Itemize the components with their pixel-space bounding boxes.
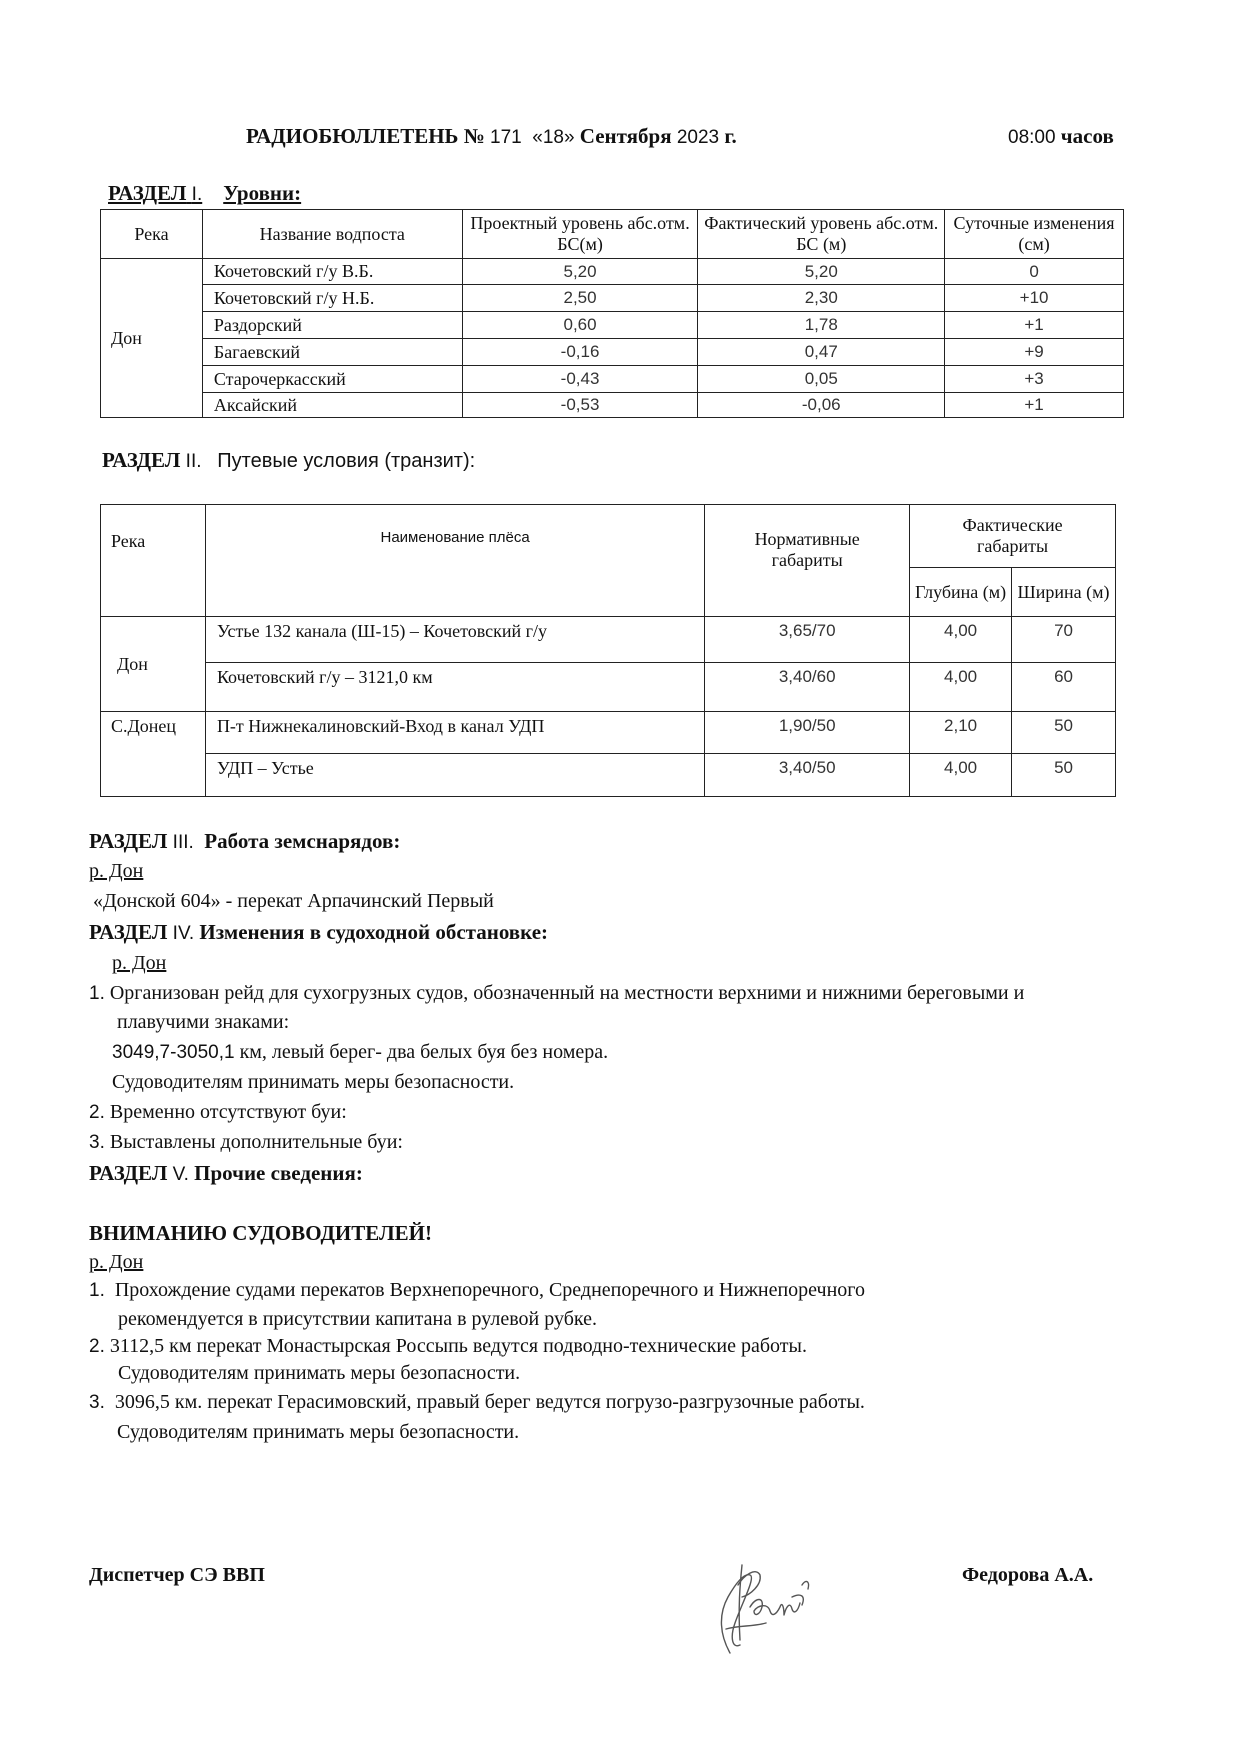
levels-header-row <box>101 210 1124 259</box>
depth-value: 2,10 <box>910 712 1012 754</box>
item-text: Прохождение судами перекатов Верхнепоречного, Среднепоречного и Нижнепоречного <box>114 1279 866 1301</box>
col-daily-change: Суточные изменения (см) <box>945 210 1124 259</box>
section4-heading <box>89 920 548 945</box>
table-row <box>101 393 1124 418</box>
daily-change: +1 <box>945 393 1124 418</box>
col-width: Ширина (м) <box>1012 568 1116 617</box>
section2-label: РАЗДЕЛ <box>102 448 181 472</box>
item-text: 3112,5 км перекат Монастырская Россыпь ведутся подводно-технические работы. <box>109 1335 807 1357</box>
width-value: 50 <box>1012 712 1116 754</box>
actual-level: 0,47 <box>698 339 945 366</box>
date-month: Сентября <box>579 124 672 148</box>
attention-river: р. Дон <box>89 1251 144 1273</box>
table-row <box>101 366 1124 393</box>
attention-item1-line2: рекомендуется в присутствии капитана в рулевой рубке. <box>118 1308 597 1330</box>
section4-item2 <box>89 1101 347 1124</box>
date-suffix: г. <box>724 124 737 148</box>
time-unit: часов <box>1060 124 1114 148</box>
bulletin-header <box>0 124 1241 154</box>
project-level: 0,60 <box>462 312 698 339</box>
river-cell: Дон <box>101 617 206 712</box>
section1-title: Уровни: <box>223 181 302 205</box>
section5-label: РАЗДЕЛ <box>89 1161 168 1185</box>
col-actual-level: Фактический уровень абс.отм. БС (м) <box>698 210 945 259</box>
reach-name: Кочетовский г/у – 3121,0 км <box>205 663 704 712</box>
date-year: 2023 <box>676 127 720 148</box>
item-number: 2. <box>89 1102 105 1123</box>
actual-level: 1,78 <box>698 312 945 339</box>
section5-roman: V. <box>172 1164 189 1185</box>
time-value: 08:00 <box>1008 127 1056 148</box>
section4-item1-line3 <box>112 1041 608 1064</box>
route-header-row <box>101 505 1116 568</box>
normative-dim: 1,90/50 <box>705 712 910 754</box>
table-row <box>101 259 1124 285</box>
project-level: 2,50 <box>462 285 698 312</box>
col-depth: Глубина (м) <box>910 568 1012 617</box>
section5-heading <box>89 1161 363 1186</box>
reach-name: Устье 132 канала (Ш-15) – Кочетовский г/у <box>205 617 704 663</box>
handwritten-signature <box>680 1545 830 1660</box>
river-cell: Дон <box>101 259 203 418</box>
section2-title: Путевые условия (транзит): <box>217 450 476 472</box>
section1-label: РАЗДЕЛ I. <box>108 181 203 205</box>
item-number: 1. <box>89 1280 105 1301</box>
post-name: Кочетовский г/у В.Б. <box>202 259 462 285</box>
depth-value: 4,00 <box>910 754 1012 797</box>
depth-value: 4,00 <box>910 617 1012 663</box>
section1-heading <box>108 181 301 206</box>
width-value: 60 <box>1012 663 1116 712</box>
section4-item3 <box>89 1131 403 1154</box>
col-reach-name: Наименование плёса <box>205 505 704 617</box>
col-project-level: Проектный уровень абс.отм. БС(м) <box>462 210 698 259</box>
attention-item3 <box>89 1391 865 1414</box>
item-number: 1. <box>89 983 105 1004</box>
width-value: 70 <box>1012 617 1116 663</box>
daily-change: +10 <box>945 285 1124 312</box>
col-post-name: Название водпоста <box>202 210 462 259</box>
signer-name: Федорова А.А. <box>962 1564 1094 1586</box>
attention-title: ВНИМАНИЮ СУДОВОДИТЕЛЕЙ! <box>89 1221 432 1245</box>
section5-title: Прочие сведения: <box>194 1161 363 1185</box>
section4-river: р. Дон <box>112 952 167 974</box>
levels-table <box>100 209 1124 418</box>
actual-level: -0,06 <box>698 393 945 418</box>
attention-item2-line2: Судоводителям принимать меры безопасности. <box>118 1362 521 1384</box>
route-table <box>100 504 1116 797</box>
actual-level: 5,20 <box>698 259 945 285</box>
signer-role: Диспетчер СЭ ВВП <box>89 1564 265 1586</box>
bulletin-time <box>1008 124 1114 149</box>
section2-roman: II. <box>185 451 202 472</box>
actual-level: 0,05 <box>698 366 945 393</box>
project-level: -0,53 <box>462 393 698 418</box>
attention-item2 <box>89 1335 807 1358</box>
bulletin-title <box>246 124 737 149</box>
col-actual-dimensions: Фактические габариты <box>910 505 1116 568</box>
normative-dim: 3,40/60 <box>705 663 910 712</box>
table-row <box>101 617 1116 663</box>
reach-name: УДП – Устье <box>205 754 704 797</box>
project-level: 5,20 <box>462 259 698 285</box>
normative-dim: 3,40/50 <box>705 754 910 797</box>
col-normative: Нормативные габариты <box>705 505 910 617</box>
table-row <box>101 312 1124 339</box>
section3-heading <box>89 829 400 854</box>
project-level: -0,16 <box>462 339 698 366</box>
section4-item1-line2: плавучими знаками: <box>117 1011 290 1033</box>
item-text: 3096,5 км. перекат Герасимовский, правый берег ведутся погрузо-разгрузочные работы. <box>114 1391 865 1413</box>
attention-item1 <box>89 1279 865 1302</box>
section3-title: Работа земснарядов: <box>204 829 401 853</box>
daily-change: +1 <box>945 312 1124 339</box>
section4-item1 <box>89 982 1024 1005</box>
river-cell: С.Донец <box>101 712 206 797</box>
daily-change: +9 <box>945 339 1124 366</box>
section4-title: Изменения в судоходной обстановке: <box>199 920 549 944</box>
table-row <box>101 712 1116 754</box>
post-name: Кочетовский г/у Н.Б. <box>202 285 462 312</box>
depth-value: 4,00 <box>910 663 1012 712</box>
section3-river: р. Дон <box>89 860 144 882</box>
col-river: Река <box>101 505 206 617</box>
item-number: 3. <box>89 1392 105 1413</box>
normative-dim: 3,65/70 <box>705 617 910 663</box>
date-day: «18» <box>532 127 575 148</box>
post-name: Раздорский <box>202 312 462 339</box>
section3-roman: III. <box>172 832 194 853</box>
daily-change: 0 <box>945 259 1124 285</box>
table-row <box>101 754 1116 797</box>
dredger-line: «Донской 604» - перекат Арпачинский Первый <box>93 890 494 912</box>
item-text: Выставлены дополнительные буи: <box>109 1131 403 1153</box>
item-number: 3. <box>89 1132 105 1153</box>
item-text: км, левый берег- два белых буя без номера. <box>239 1041 609 1063</box>
table-row <box>101 285 1124 312</box>
width-value: 50 <box>1012 754 1116 797</box>
item-text: Временно отсутствуют буи: <box>109 1101 347 1123</box>
section4-item1-line4: Судоводителям принимать меры безопасности. <box>112 1071 515 1093</box>
project-level: -0,43 <box>462 366 698 393</box>
section3-label: РАЗДЕЛ <box>89 829 168 853</box>
section4-roman: IV. <box>172 923 195 944</box>
post-name: Аксайский <box>202 393 462 418</box>
section4-label: РАЗДЕЛ <box>89 920 168 944</box>
attention-item3-line2: Судоводителям принимать меры безопасности. <box>117 1421 520 1443</box>
reach-name: П-т Нижнекалиновский-Вход в канал УДП <box>205 712 704 754</box>
post-name: Багаевский <box>202 339 462 366</box>
table-row <box>101 663 1116 712</box>
post-name: Старочеркасский <box>202 366 462 393</box>
item-text: Организован рейд для сухогрузных судов, обозначенный на местности верхними и нижними береговыми и <box>109 982 1025 1004</box>
table-row <box>101 339 1124 366</box>
actual-level: 2,30 <box>698 285 945 312</box>
km-range: 3049,7-3050,1 <box>112 1042 235 1063</box>
item-number: 2. <box>89 1336 105 1357</box>
daily-change: +3 <box>945 366 1124 393</box>
section2-heading <box>102 448 475 473</box>
title-prefix: РАДИОБЮЛЛЕТЕНЬ № <box>246 124 485 148</box>
bulletin-number: 171 <box>490 127 522 148</box>
col-river: Река <box>101 210 203 259</box>
